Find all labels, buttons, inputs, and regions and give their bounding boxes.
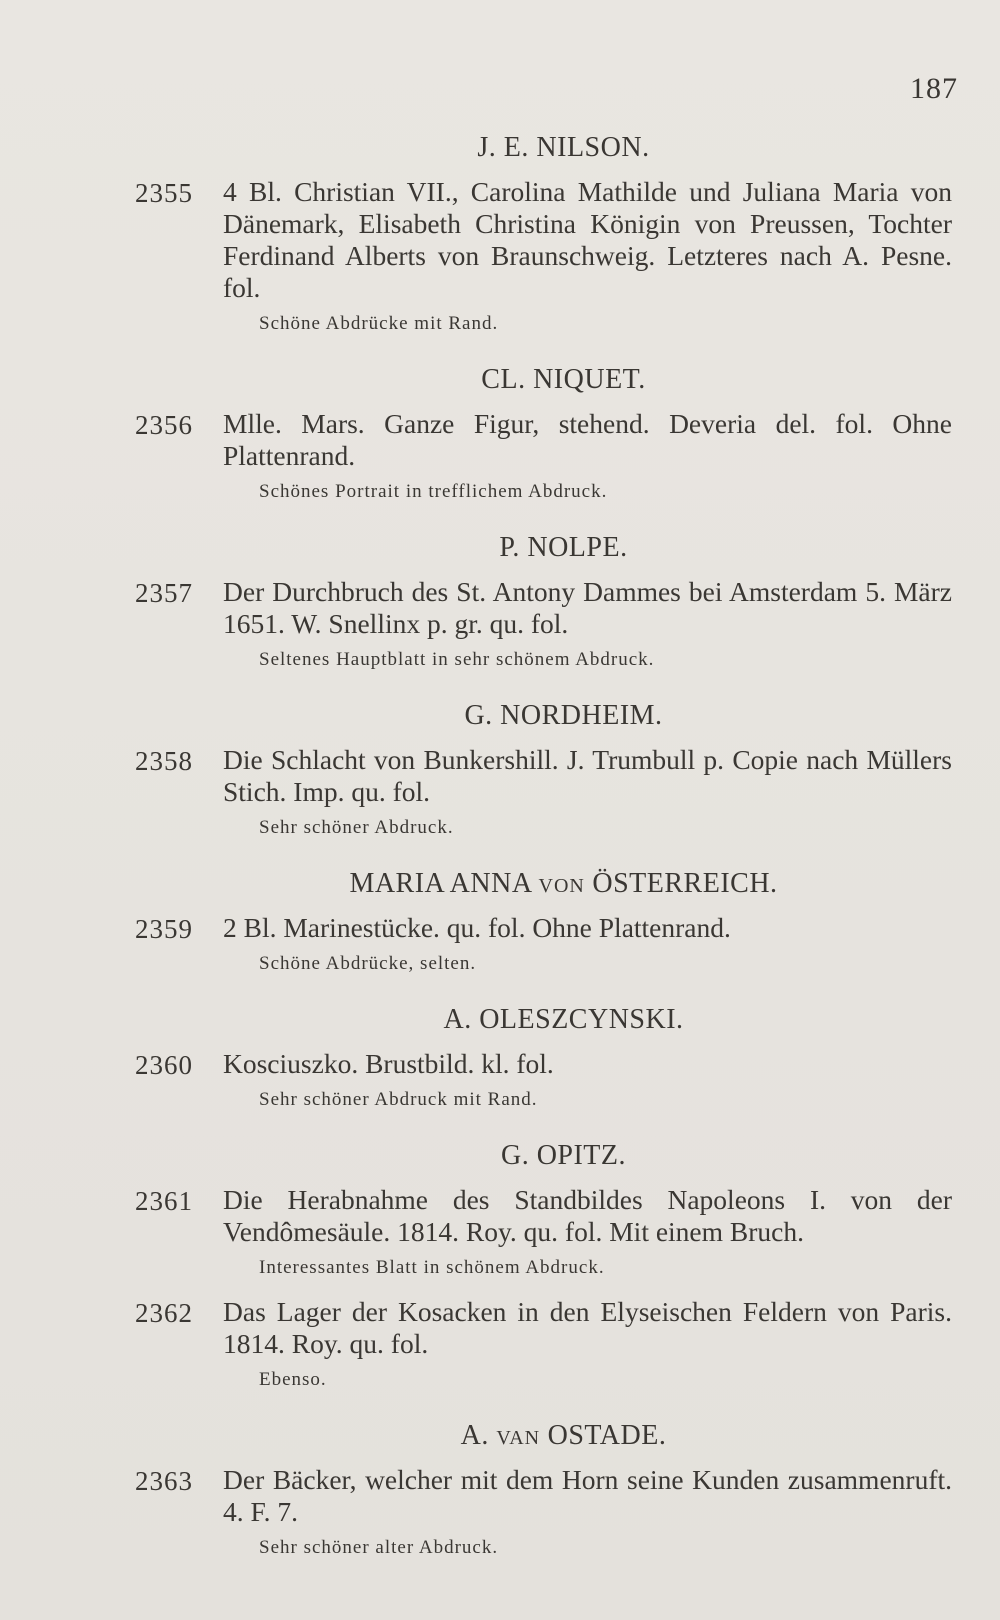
lot-number: 2357 xyxy=(135,578,193,608)
lot-number: 2355 xyxy=(135,178,193,208)
lot-number: 2362 xyxy=(135,1298,193,1328)
catalog-entry xyxy=(135,1048,952,1114)
section-nordheim xyxy=(135,700,952,842)
entry-note: Seltenes Hauptblatt in sehr schönem Abdruck. xyxy=(259,649,655,670)
section-niquet xyxy=(135,364,952,506)
entry-note: Sehr schöner Abdruck mit Rand. xyxy=(259,1089,538,1110)
artist-heading: J. E. NILSON. xyxy=(477,132,650,163)
entry-description: Die Schlacht von Bunkershill. J. Trumbull p. Copie nach Müllers Stich. Imp. qu. fol. xyxy=(223,744,952,807)
lot-number: 2356 xyxy=(135,410,193,440)
entry-description: Kosciuszko. Brustbild. kl. fol. xyxy=(223,1048,554,1079)
entry-note: Sehr schöner alter Abdruck. xyxy=(259,1537,499,1558)
artist-name-part: OSTADE. xyxy=(540,1420,667,1451)
artist-heading: CL. NIQUET. xyxy=(481,364,646,395)
entry-description: Der Durchbruch des St. Antony Dammes bei Amsterdam 5. März 1651. W. Snellinx p. gr. qu. fol. xyxy=(223,576,952,639)
section-nilson xyxy=(135,132,952,338)
catalog-entry xyxy=(135,1184,952,1282)
artist-heading: G. OPITZ. xyxy=(500,1140,627,1171)
lot-number: 2358 xyxy=(135,746,193,776)
entry-description: Mlle. Mars. Ganze Figur, stehend. Deveria del. fol. Ohne Plattenrand. xyxy=(223,408,952,471)
artist-heading: G. NORDHEIM. xyxy=(464,700,663,731)
entry-note: Ebenso. xyxy=(259,1369,327,1390)
artist-particle: VAN xyxy=(496,1427,541,1449)
artist-particle: VON xyxy=(538,875,585,897)
entry-description: Das Lager der Kosacken in den Elyseischen Feldern von Paris. 1814. Roy. qu. fol. xyxy=(223,1296,952,1359)
section-oleszcynski xyxy=(135,1004,952,1114)
section-nolpe xyxy=(135,532,952,674)
entry-note: Schöne Abdrücke, selten. xyxy=(259,953,477,974)
artist-heading xyxy=(135,868,952,900)
lot-number: 2361 xyxy=(135,1186,193,1216)
entry-description: 2 Bl. Marinestücke. qu. fol. Ohne Plattenrand. xyxy=(223,912,731,943)
lot-number: 2363 xyxy=(135,1466,193,1496)
artist-name-part: MARIA ANNA xyxy=(349,868,539,899)
catalog-entry xyxy=(135,576,952,674)
catalog-entry xyxy=(135,1296,952,1394)
page-content xyxy=(135,132,952,1562)
artist-name-part: ÖSTERREICH. xyxy=(584,868,778,899)
catalog-entry xyxy=(135,1464,952,1562)
artist-heading: P. NOLPE. xyxy=(499,532,628,563)
entry-description: Der Bäcker, welcher mit dem Horn seine Kunden zusammenruft. 4. F. 7. xyxy=(223,1464,952,1527)
section-maria-anna xyxy=(135,868,952,978)
artist-heading: A. OLESZCYNSKI. xyxy=(443,1004,684,1035)
page-number: 187 xyxy=(910,72,958,105)
entry-note: Schönes Portrait in trefflichem Abdruck. xyxy=(259,481,608,502)
catalog-entry xyxy=(135,408,952,506)
entry-note: Interessantes Blatt in schönem Abdruck. xyxy=(259,1257,605,1278)
catalog-entry xyxy=(135,912,952,978)
entry-note: Sehr schöner Abdruck. xyxy=(259,817,454,838)
entry-description: 4 Bl. Christian VII., Carolina Mathilde und Juliana Maria von Dänemark, Elisabeth Christina Königin von Preussen, Tochter Ferdinand Alberts von Braunschweig. Letzteres nach A. Pesne. fol. xyxy=(223,176,952,303)
lot-number: 2359 xyxy=(135,914,193,944)
catalog-entry xyxy=(135,176,952,338)
catalog-entry xyxy=(135,744,952,842)
artist-heading xyxy=(135,1420,952,1452)
section-opitz xyxy=(135,1140,952,1394)
artist-name-part: A. xyxy=(460,1420,497,1451)
entry-note: Schöne Abdrücke mit Rand. xyxy=(259,313,499,334)
section-van-ostade xyxy=(135,1420,952,1562)
lot-number: 2360 xyxy=(135,1050,193,1080)
entry-description: Die Herabnahme des Standbildes Napoleons I. von der Vendômesäule. 1814. Roy. qu. fol. Mit einem Bruch. xyxy=(223,1184,952,1247)
